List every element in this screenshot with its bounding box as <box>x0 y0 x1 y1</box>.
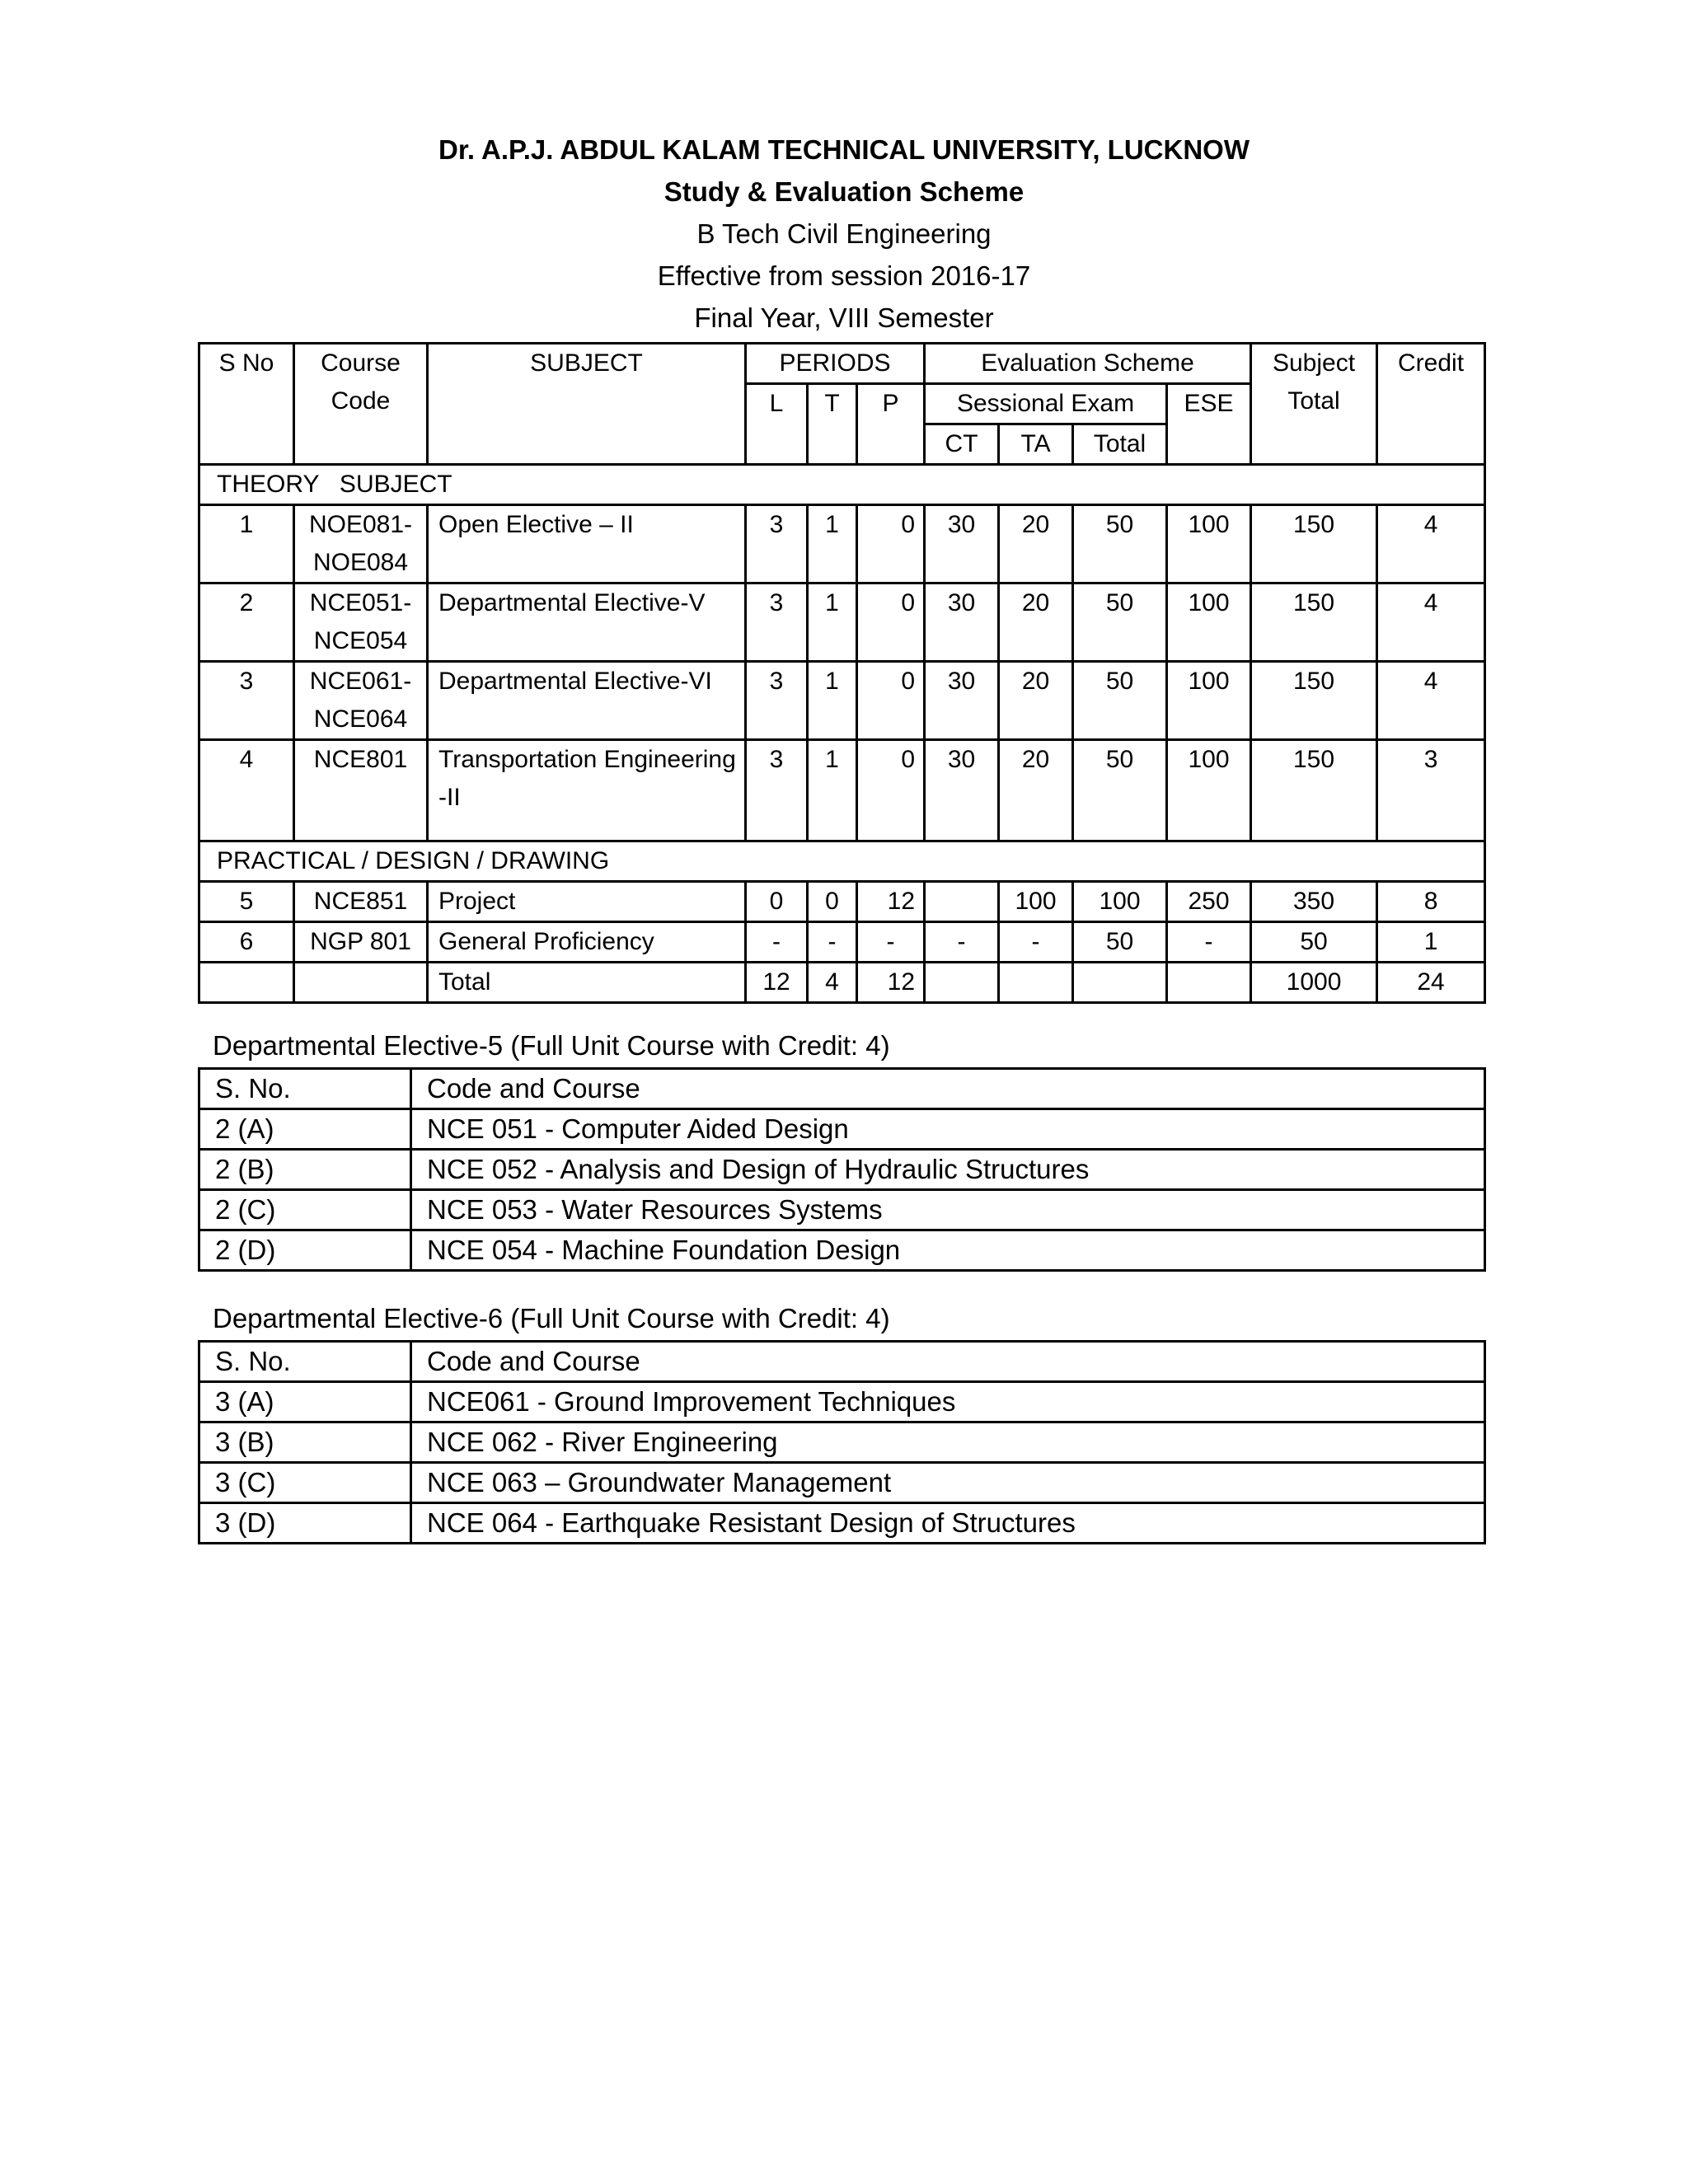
semester-title: Final Year, VIII Semester <box>694 302 994 333</box>
cell-credit: 8 <box>1377 882 1485 922</box>
table-row <box>199 583 1485 662</box>
cell-course: NCE 051 - Computer Aided Design <box>411 1109 1485 1150</box>
elective6-header-course: Code and Course <box>411 1342 1485 1382</box>
header-subject: SUBJECT <box>428 344 746 465</box>
header-credit: Credit <box>1377 344 1485 465</box>
elective5-table <box>198 1067 1486 1272</box>
cell-empty <box>1167 963 1251 1003</box>
total-subject-total: 1000 <box>1251 963 1377 1003</box>
cell-sno: 6 <box>199 922 294 963</box>
theory-section-row <box>199 465 1485 505</box>
cell-code: NCE051-NCE054 <box>294 583 428 662</box>
cell-total: 50 <box>1073 583 1167 662</box>
cell-ta: 20 <box>999 505 1073 583</box>
cell-sno: 2 <box>199 583 294 662</box>
table-row <box>199 1230 1485 1271</box>
cell-credit: 3 <box>1377 740 1485 841</box>
cell-sno: 4 <box>199 740 294 841</box>
cell-ta: - <box>999 922 1073 963</box>
cell-sno: 3 (A) <box>199 1382 411 1422</box>
elective5-header-row <box>199 1069 1485 1109</box>
cell-p: 0 <box>857 505 925 583</box>
cell-sno: 2 (B) <box>199 1150 411 1190</box>
cell-l: 3 <box>746 583 808 662</box>
program-title: B Tech Civil Engineering <box>696 218 992 249</box>
elective5-title: Departmental Elective-5 (Full Unit Course with Credit: 4) <box>213 1030 890 1061</box>
session-title: Effective from session 2016-17 <box>657 260 1031 291</box>
cell-credit: 4 <box>1377 662 1485 740</box>
cell-t: 1 <box>808 583 857 662</box>
elective5-header-sno: S. No. <box>199 1069 411 1109</box>
cell-sno: 3 (D) <box>199 1503 411 1544</box>
cell-t: 1 <box>808 662 857 740</box>
cell-p: - <box>857 922 925 963</box>
cell-subject-total: 150 <box>1251 583 1377 662</box>
elective6-table <box>198 1340 1486 1544</box>
header-p: P <box>857 384 925 465</box>
cell-subject: General Proficiency <box>428 922 746 963</box>
cell-total: 50 <box>1073 922 1167 963</box>
cell-subject-total: 50 <box>1251 922 1377 963</box>
table-row <box>199 1109 1485 1150</box>
elective5-header-course: Code and Course <box>411 1069 1485 1109</box>
cell-code: NCE851 <box>294 882 428 922</box>
cell-empty <box>925 963 999 1003</box>
cell-sno: 2 (D) <box>199 1230 411 1271</box>
header-sessional: Sessional Exam <box>925 384 1167 424</box>
cell-subject: Transportation Engineering -II <box>428 740 746 841</box>
cell-p: 0 <box>857 662 925 740</box>
total-row <box>199 963 1485 1003</box>
cell-total: 100 <box>1073 882 1167 922</box>
cell-l: 3 <box>746 662 808 740</box>
cell-ct: 30 <box>925 662 999 740</box>
table-row <box>199 1190 1485 1230</box>
cell-total: 50 <box>1073 740 1167 841</box>
table-row <box>199 662 1485 740</box>
elective6-title: Departmental Elective-6 (Full Unit Course with Credit: 4) <box>213 1303 890 1333</box>
header-ta: TA <box>999 424 1073 465</box>
header-subject-total-line2: Total <box>1287 387 1340 415</box>
cell-subject-total: 150 <box>1251 662 1377 740</box>
cell-code: NCE061-NCE064 <box>294 662 428 740</box>
cell-sno: 2 (A) <box>199 1109 411 1150</box>
table-row <box>199 505 1485 583</box>
table-row <box>199 922 1485 963</box>
cell-course: NCE 052 - Analysis and Design of Hydraulic Structures <box>411 1150 1485 1190</box>
theory-section-label: THEORY SUBJECT <box>199 465 1485 505</box>
elective6-header-row <box>199 1342 1485 1382</box>
document-header <box>0 129 1688 339</box>
table-row <box>199 1463 1485 1503</box>
header-l: L <box>746 384 808 465</box>
cell-ese: - <box>1167 922 1251 963</box>
cell-empty <box>999 963 1073 1003</box>
header-row <box>199 344 1485 384</box>
header-sno: S No <box>199 344 294 465</box>
table-row <box>199 1382 1485 1422</box>
cell-ct: 30 <box>925 505 999 583</box>
header-t: T <box>808 384 857 465</box>
cell-t: 0 <box>808 882 857 922</box>
cell-subject-total: 150 <box>1251 505 1377 583</box>
cell-p: 12 <box>857 882 925 922</box>
header-evaluation: Evaluation Scheme <box>925 344 1251 384</box>
practical-section-row <box>199 841 1485 882</box>
cell-ese: 250 <box>1167 882 1251 922</box>
cell-l: 0 <box>746 882 808 922</box>
cell-course: NCE 054 - Machine Foundation Design <box>411 1230 1485 1271</box>
evaluation-scheme-table <box>198 342 1486 1004</box>
header-periods: PERIODS <box>746 344 925 384</box>
header-ese: ESE <box>1167 384 1251 465</box>
cell-code: NGP 801 <box>294 922 428 963</box>
cell-ct: 30 <box>925 583 999 662</box>
cell-sno: 3 (C) <box>199 1463 411 1503</box>
cell-subject: Open Elective – II <box>428 505 746 583</box>
total-l: 12 <box>746 963 808 1003</box>
practical-section-label: PRACTICAL / DESIGN / DRAWING <box>199 841 1485 882</box>
scheme-title: Study & Evaluation Scheme <box>663 176 1025 207</box>
cell-l: 3 <box>746 505 808 583</box>
cell-l: 3 <box>746 740 808 841</box>
elective6-header-sno: S. No. <box>199 1342 411 1382</box>
university-title: Dr. A.P.J. ABDUL KALAM TECHNICAL UNIVERSITY, LUCKNOW <box>438 134 1250 165</box>
cell-ct: 30 <box>925 740 999 841</box>
cell-ct: - <box>925 922 999 963</box>
header-course-code-line2: Code <box>331 387 391 415</box>
cell-empty <box>294 963 428 1003</box>
cell-course: NCE 063 – Groundwater Management <box>411 1463 1485 1503</box>
cell-course: NCE 053 - Water Resources Systems <box>411 1190 1485 1230</box>
cell-total: 50 <box>1073 662 1167 740</box>
cell-code: NOE081-NOE084 <box>294 505 428 583</box>
cell-subject: Departmental Elective-V <box>428 583 746 662</box>
table-row <box>199 882 1485 922</box>
cell-t: 1 <box>808 505 857 583</box>
cell-ta: 100 <box>999 882 1073 922</box>
total-label: Total <box>428 963 746 1003</box>
cell-code: NCE801 <box>294 740 428 841</box>
cell-sno: 1 <box>199 505 294 583</box>
cell-course: NCE 064 - Earthquake Resistant Design of Structures <box>411 1503 1485 1544</box>
table-row <box>199 1150 1485 1190</box>
cell-sno: 2 (C) <box>199 1190 411 1230</box>
total-t: 4 <box>808 963 857 1003</box>
cell-ta: 20 <box>999 740 1073 841</box>
header-subject-total <box>1251 344 1377 465</box>
cell-credit: 4 <box>1377 505 1485 583</box>
cell-l: - <box>746 922 808 963</box>
cell-ese: 100 <box>1167 740 1251 841</box>
cell-subject-total: 350 <box>1251 882 1377 922</box>
total-p: 12 <box>857 963 925 1003</box>
cell-credit: 1 <box>1377 922 1485 963</box>
cell-empty <box>199 963 294 1003</box>
cell-p: 0 <box>857 583 925 662</box>
cell-course: NCE 062 - River Engineering <box>411 1422 1485 1463</box>
cell-t: 1 <box>808 740 857 841</box>
cell-ese: 100 <box>1167 662 1251 740</box>
cell-ese: 100 <box>1167 583 1251 662</box>
table-row <box>199 1422 1485 1463</box>
cell-ese: 100 <box>1167 505 1251 583</box>
header-course-code <box>294 344 428 465</box>
table-row <box>199 740 1485 841</box>
cell-ta: 20 <box>999 583 1073 662</box>
cell-sno: 3 <box>199 662 294 740</box>
cell-empty <box>1073 963 1167 1003</box>
cell-sno: 5 <box>199 882 294 922</box>
cell-total: 50 <box>1073 505 1167 583</box>
cell-t: - <box>808 922 857 963</box>
header-ct: CT <box>925 424 999 465</box>
header-course-code-line1: Course <box>321 349 401 377</box>
cell-subject: Project <box>428 882 746 922</box>
cell-ct <box>925 882 999 922</box>
cell-p: 0 <box>857 740 925 841</box>
cell-subject: Departmental Elective-VI <box>428 662 746 740</box>
cell-ta: 20 <box>999 662 1073 740</box>
table-row <box>199 1503 1485 1544</box>
cell-sno: 3 (B) <box>199 1422 411 1463</box>
total-credit: 24 <box>1377 963 1485 1003</box>
cell-course: NCE061 - Ground Improvement Techniques <box>411 1382 1485 1422</box>
cell-subject-total: 150 <box>1251 740 1377 841</box>
header-subject-total-line1: Subject <box>1272 349 1356 377</box>
header-total: Total <box>1073 424 1167 465</box>
cell-credit: 4 <box>1377 583 1485 662</box>
